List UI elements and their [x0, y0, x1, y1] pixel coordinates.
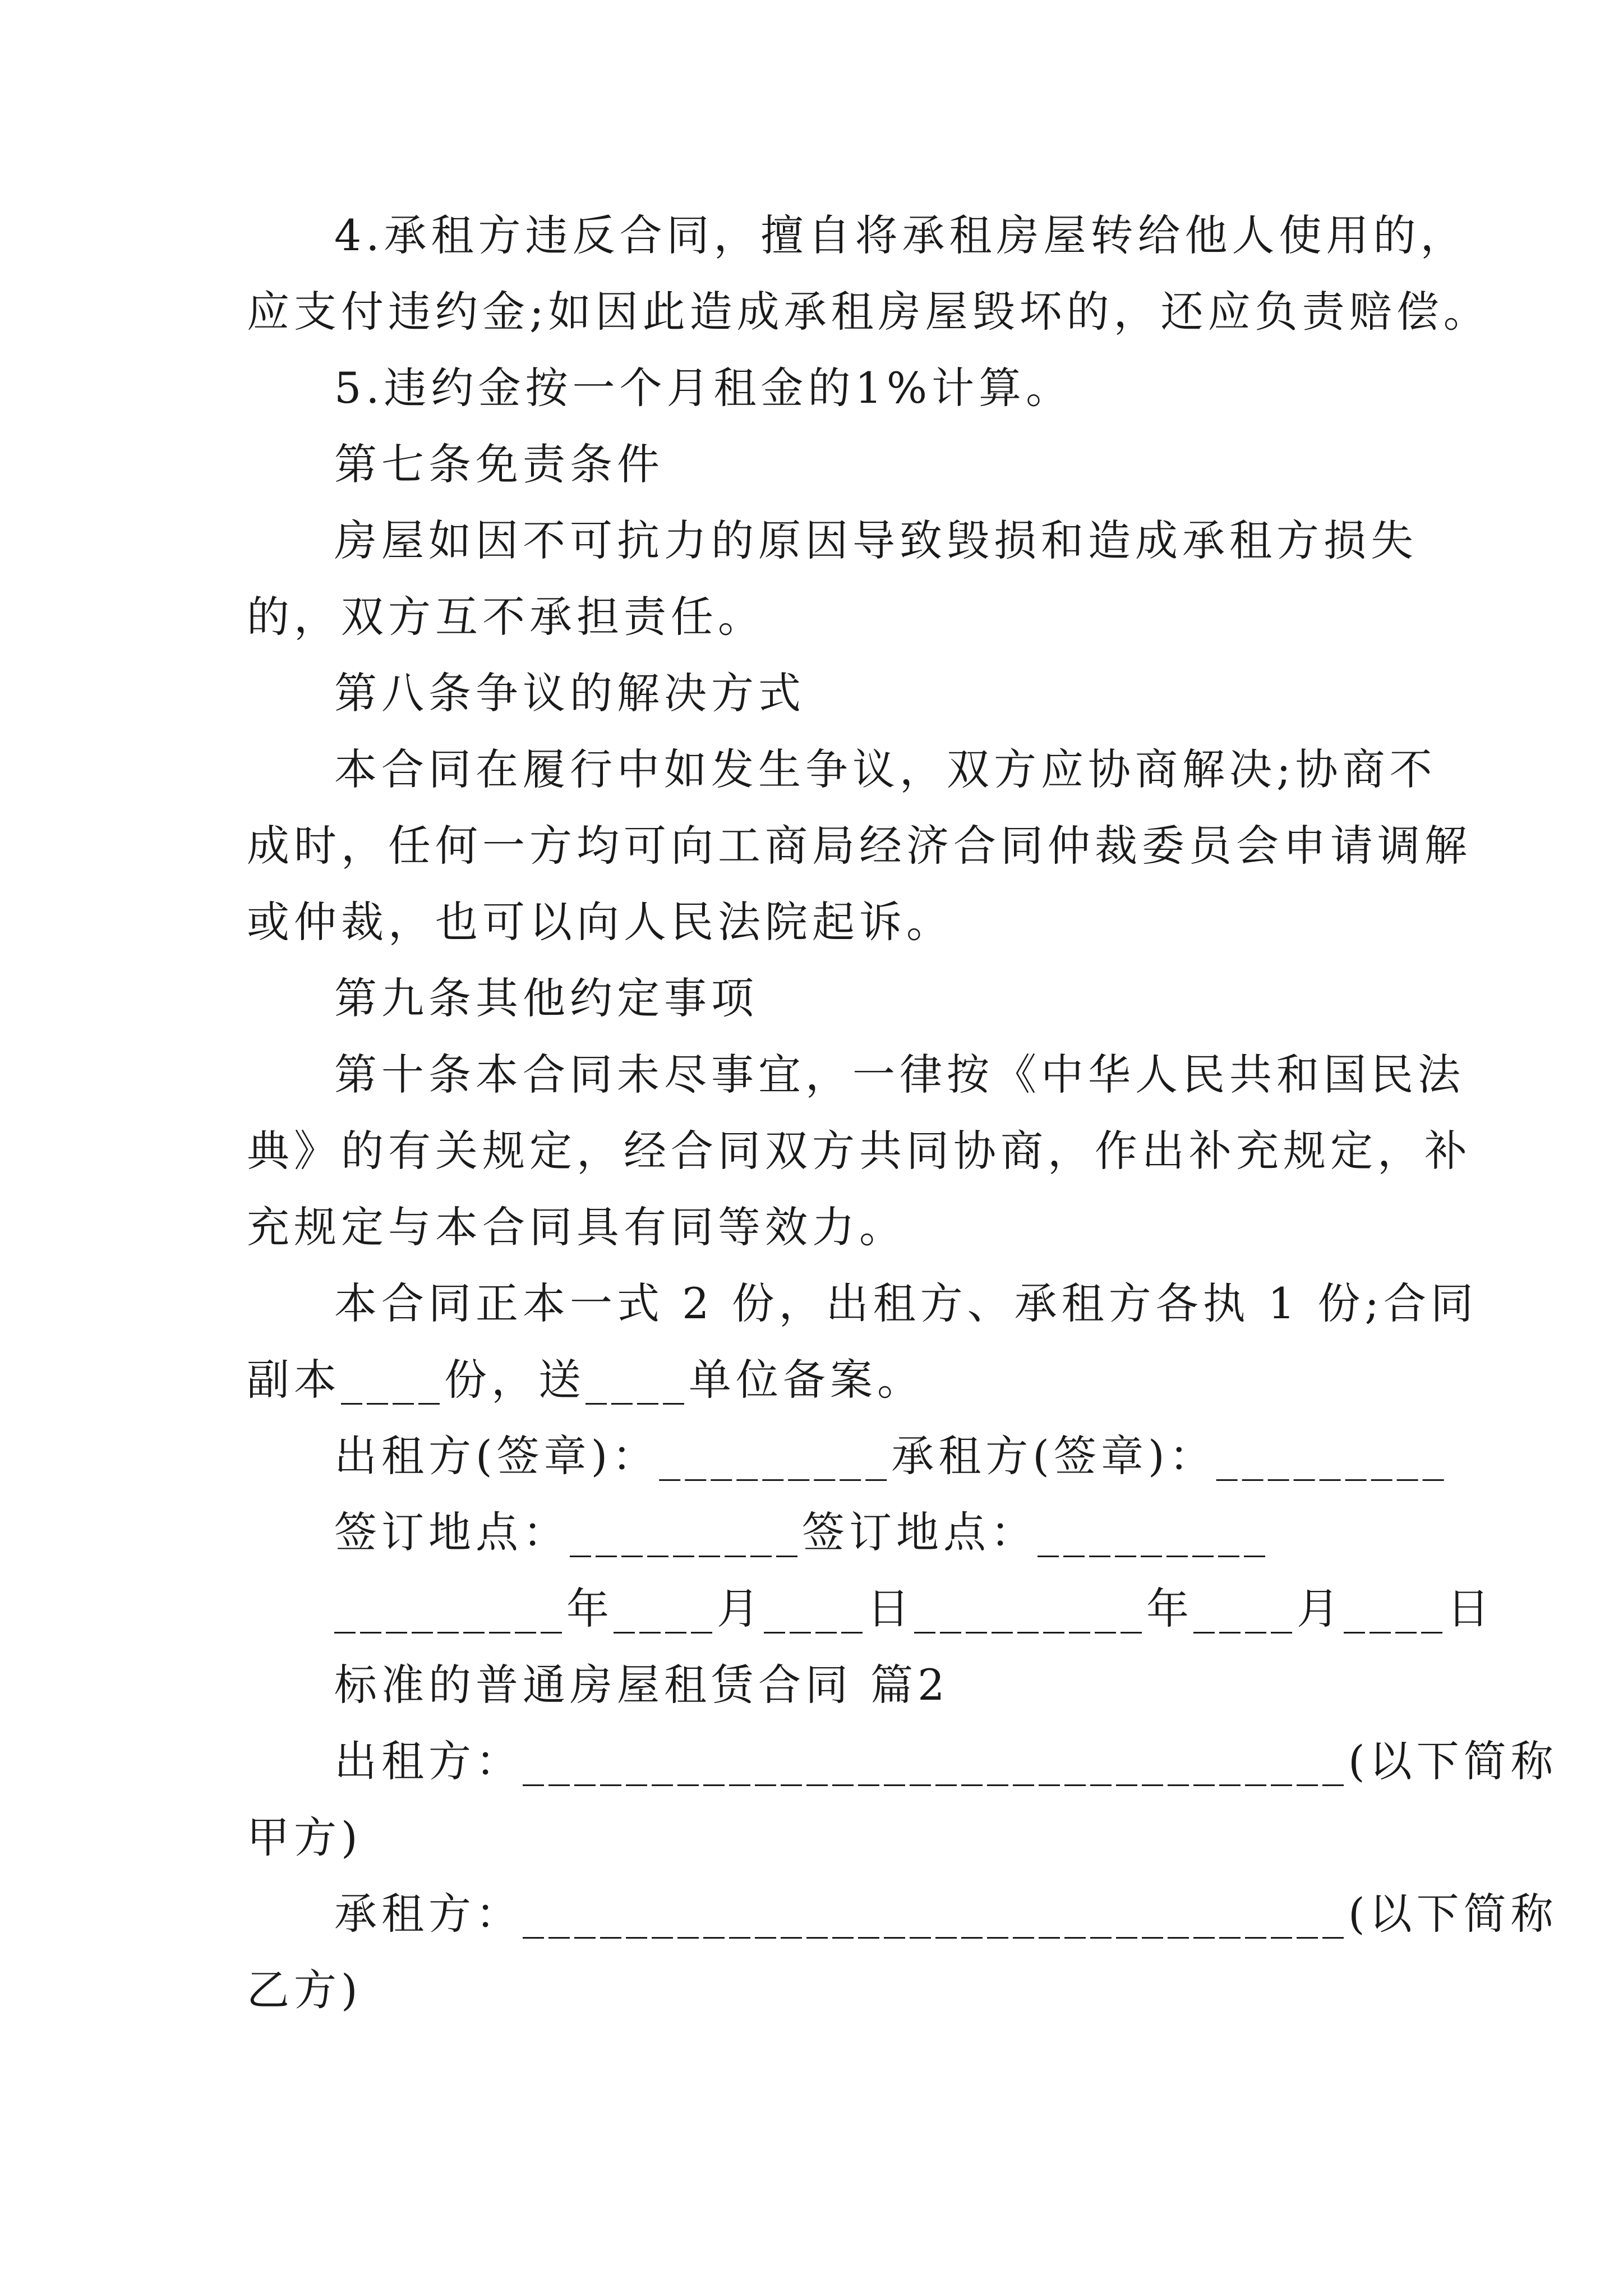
section-heading: 第七条免责条件 [334, 439, 664, 489]
paragraph-line: 的，双方互不承担责任。 [247, 592, 765, 642]
paragraph-line: 4.承租方违反合同，擅自将承租房屋转给他人使用的， [334, 210, 1468, 260]
paragraph-line: 乙方) [247, 1965, 362, 2015]
paragraph-line: 典》的有关规定，经合同双方共同协商，作出补充规定，补 [247, 1126, 1472, 1176]
paragraph-line: 充规定与本合同具有同等效力。 [247, 1202, 906, 1252]
lessor-line: 出租方：________________________________(以下简称 [334, 1736, 1558, 1786]
paragraph-line: 或仲裁，也可以向人民法院起诉。 [247, 897, 953, 947]
section-title: 标准的普通房屋租赁合同 篇2 [334, 1660, 949, 1710]
paragraph-line: 本合同在履行中如发生争议，双方应协商解决;协商不 [334, 744, 1437, 794]
lessee-line: 承租方：________________________________(以下简称 [334, 1889, 1558, 1939]
paragraph-line: 副本____份，送____单位备案。 [247, 1355, 924, 1405]
paragraph-line: 本合同正本一式 2 份，出租方、承租方各执 1 份;合同 [334, 1278, 1478, 1328]
paragraph-line: 5.违约金按一个月租金的1%计算。 [334, 363, 1073, 413]
paragraph-line: 应支付违约金;如因此造成承租房屋毁坏的，还应负责赔偿。 [247, 287, 1491, 337]
paragraph-line: 房屋如因不可抗力的原因导致毁损和造成承租方损失 [334, 516, 1418, 565]
paragraph-line: 成时，任何一方均可向工商局经济合同仲裁委员会申请调解 [247, 821, 1472, 871]
section-heading: 第九条其他约定事项 [334, 973, 758, 1023]
paragraph-line: 甲方) [247, 1812, 362, 1862]
date-line: _________年____月____日_________年____月____日 [334, 1584, 1494, 1634]
signing-place-line: 签订地点：_________签订地点：_________ [334, 1507, 1270, 1557]
section-heading: 第八条争议的解决方式 [334, 668, 805, 718]
signature-line: 出租方(签章)：_________承租方(签章)：_________ [334, 1431, 1449, 1481]
paragraph-line: 第十条本合同未尽事宜，一律按《中华人民共和国民法 [334, 1050, 1465, 1099]
